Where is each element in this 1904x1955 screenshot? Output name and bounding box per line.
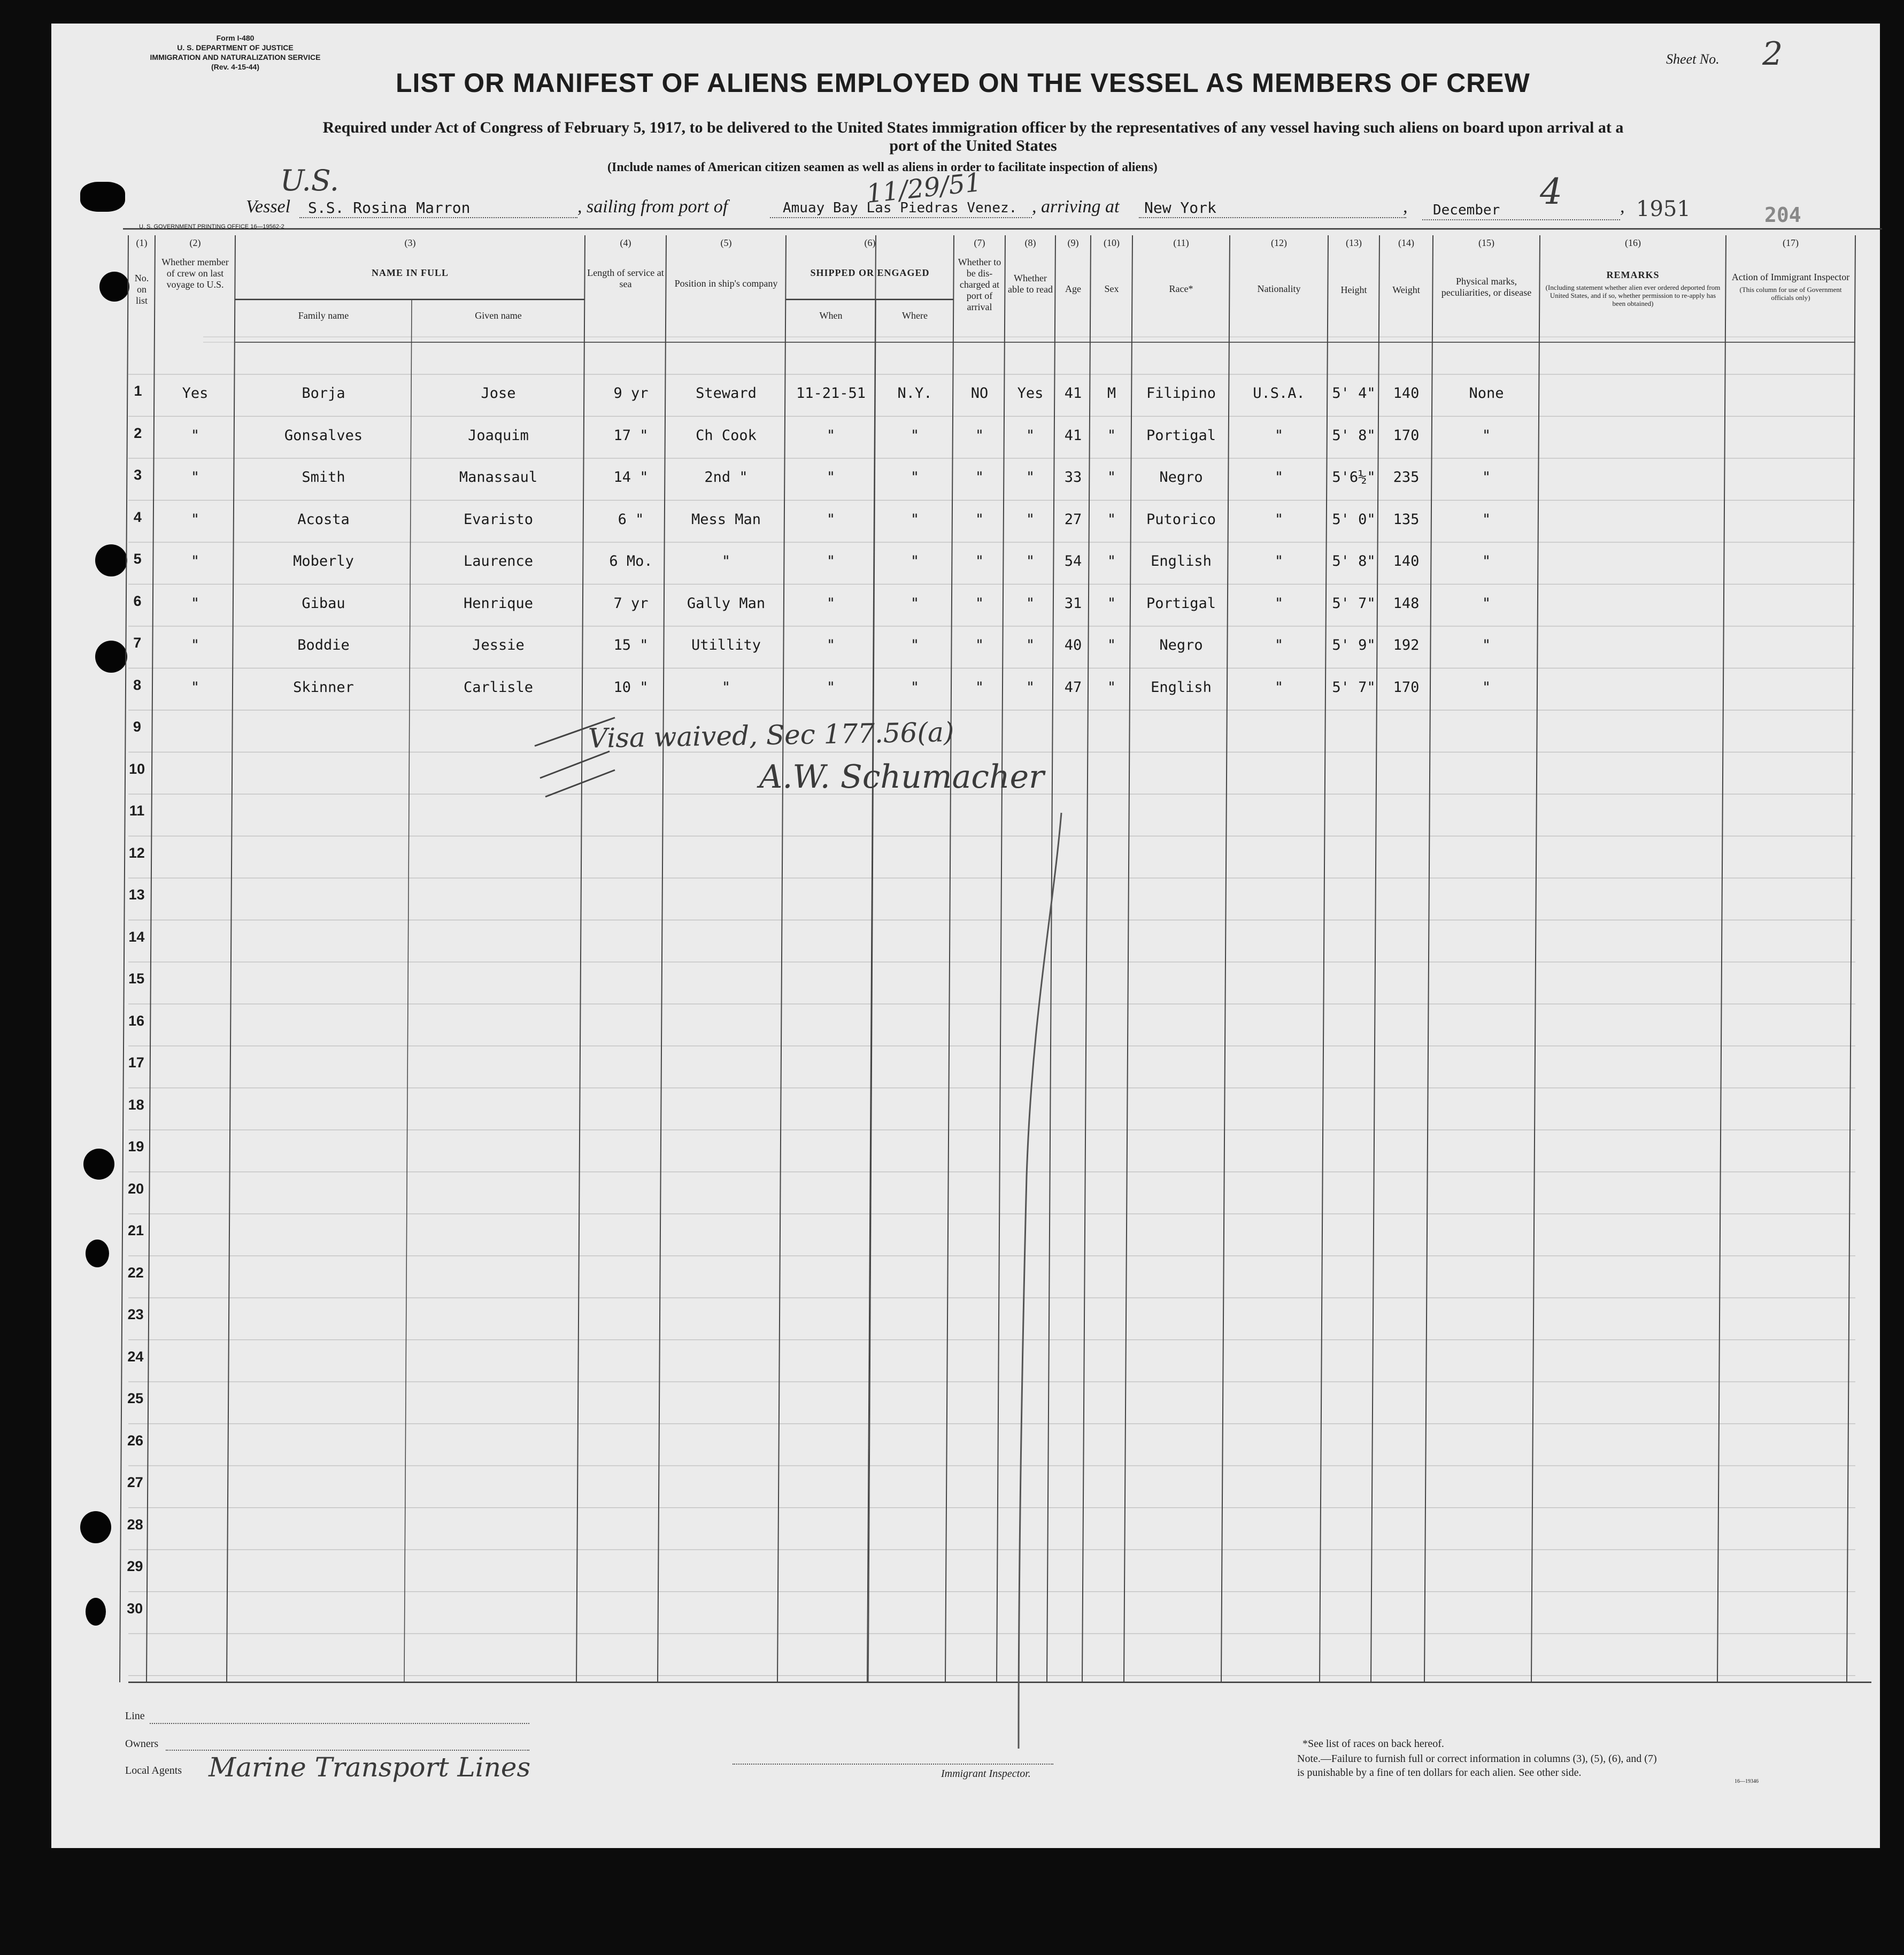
cell-service: 10 " bbox=[613, 679, 649, 696]
races-note: *See list of races on back hereof. bbox=[1302, 1738, 1444, 1750]
cell-nationality: " bbox=[1274, 595, 1284, 612]
cell-where: " bbox=[910, 511, 920, 528]
cell-marks: " bbox=[1482, 469, 1491, 486]
cell-given: Joaquim bbox=[468, 427, 529, 444]
page-title: LIST OR MANIFEST OF ALIENS EMPLOYED ON THE VESSEL AS MEMBERS OF CREW bbox=[396, 68, 1530, 98]
cell-family: Boddie bbox=[297, 637, 350, 653]
cell-marks: " bbox=[1482, 553, 1491, 569]
cell-given: Jessie bbox=[472, 637, 525, 653]
stamp-number: 204 bbox=[1764, 203, 1801, 227]
cell-nationality: " bbox=[1274, 469, 1284, 486]
cell-sex: " bbox=[1107, 427, 1116, 444]
cell-where: " bbox=[910, 553, 920, 569]
cell-when: " bbox=[826, 595, 836, 612]
sailing-port: Amuay Bay Las Piedras Venez. bbox=[783, 200, 1017, 216]
cell-marks: " bbox=[1482, 511, 1491, 528]
cell-read: " bbox=[1026, 637, 1035, 653]
owners-label: Owners bbox=[125, 1738, 159, 1750]
cell-height: 5' 4" bbox=[1332, 385, 1376, 402]
cell-discharged: " bbox=[975, 553, 984, 569]
row-number: 18 bbox=[128, 1096, 144, 1113]
column-number: (17) bbox=[1783, 237, 1799, 248]
cell-age: 41 bbox=[1064, 427, 1082, 444]
cell-last-voyage: " bbox=[190, 427, 200, 444]
cell-last-voyage: " bbox=[190, 679, 200, 696]
cell-family: Borja bbox=[302, 385, 345, 402]
requirement-line-2: port of the United States bbox=[889, 137, 1057, 155]
cell-position: Mess Man bbox=[691, 511, 761, 528]
cell-age: 33 bbox=[1064, 469, 1082, 486]
column-subheader: Where bbox=[902, 310, 928, 321]
cell-height: 5' 7" bbox=[1332, 679, 1376, 696]
cell-sex: " bbox=[1107, 553, 1116, 569]
cell-service: 17 " bbox=[613, 427, 649, 444]
cell-given: Carlisle bbox=[463, 679, 534, 696]
cell-when: " bbox=[826, 427, 836, 444]
cell-discharged: " bbox=[975, 469, 984, 486]
cell-given: Manassaul bbox=[459, 469, 538, 486]
cell-weight: 135 bbox=[1393, 511, 1420, 528]
visa-waiver-note: Visa waived, Sec 177.56(a) bbox=[588, 717, 954, 754]
cell-read: " bbox=[1026, 553, 1035, 569]
cell-marks: " bbox=[1482, 595, 1491, 612]
row-number: 24 bbox=[127, 1348, 144, 1365]
cell-nationality: " bbox=[1274, 427, 1284, 444]
penalty-note-1: Note.—Failure to furnish full or correct information in columns (3), (5), (6), and (7) bbox=[1297, 1753, 1657, 1765]
cell-family: Acosta bbox=[297, 511, 350, 528]
inspector-dots bbox=[733, 1764, 1053, 1765]
cell-nationality: " bbox=[1274, 679, 1284, 696]
row-number: 22 bbox=[127, 1264, 144, 1281]
cell-marks: " bbox=[1482, 637, 1491, 653]
cell-when: " bbox=[826, 469, 836, 486]
cell-read: " bbox=[1026, 679, 1035, 696]
column-number: (10) bbox=[1104, 237, 1120, 248]
column-header: Whether member of crew on last voyage to U.S. bbox=[161, 257, 229, 290]
row-number: 11 bbox=[129, 803, 145, 819]
cell-height: 5' 8" bbox=[1332, 553, 1376, 569]
requirement-line-1: Required under Act of Congress of February 5, 1917, to be delivered to the United States immigration officer by the representatives of any vessel having such aliens on board upon arrival at a bbox=[322, 119, 1624, 136]
cell-last-voyage: " bbox=[190, 469, 200, 486]
cell-weight: 170 bbox=[1393, 679, 1420, 696]
column-header: Race* bbox=[1169, 283, 1193, 294]
cell-last-voyage: " bbox=[190, 553, 200, 569]
cell-weight: 192 bbox=[1393, 637, 1420, 653]
column-subheader: When bbox=[819, 310, 843, 321]
column-number: (1) bbox=[136, 237, 148, 248]
column-number: (13) bbox=[1346, 237, 1362, 248]
handwritten-us: U.S. bbox=[280, 164, 339, 197]
cell-given: Laurence bbox=[463, 553, 534, 569]
cell-age: 41 bbox=[1064, 385, 1082, 402]
cell-position: " bbox=[721, 553, 731, 569]
cell-position: Gally Man bbox=[687, 595, 766, 612]
cell-weight: 140 bbox=[1393, 553, 1420, 569]
printing-office-line: U. S. GOVERNMENT PRINTING OFFICE 16—19562-2 bbox=[139, 224, 284, 230]
cell-position: Utillity bbox=[691, 637, 761, 653]
cell-sex: " bbox=[1107, 511, 1116, 528]
cell-when: " bbox=[826, 679, 836, 696]
cell-where: " bbox=[910, 679, 920, 696]
form-id: Form I-480 bbox=[216, 34, 255, 42]
column-number: (7) bbox=[974, 237, 985, 248]
row-number: 30 bbox=[127, 1600, 143, 1617]
row-number: 17 bbox=[128, 1055, 144, 1071]
cell-age: 54 bbox=[1064, 553, 1082, 569]
column-number: (11) bbox=[1173, 237, 1189, 248]
line-label: Line bbox=[125, 1710, 145, 1722]
column-number: (4) bbox=[620, 237, 631, 248]
cell-given: Henrique bbox=[463, 595, 534, 612]
column-number: (3) bbox=[404, 237, 416, 248]
row-number: 9 bbox=[133, 719, 141, 735]
cell-last-voyage: " bbox=[190, 511, 200, 528]
cell-service: 15 " bbox=[613, 637, 649, 653]
row-number: 7 bbox=[133, 635, 142, 651]
row-number: 25 bbox=[127, 1390, 144, 1406]
cell-discharged: " bbox=[975, 427, 984, 444]
form-code: 16—19346 bbox=[1735, 1779, 1759, 1784]
column-header: NAME IN FULL bbox=[371, 267, 449, 278]
cell-family: Smith bbox=[302, 469, 345, 486]
column-header: Whether to be dis-charged at port of arrival bbox=[958, 257, 1001, 312]
cell-weight: 140 bbox=[1393, 385, 1420, 402]
cell-marks: " bbox=[1482, 427, 1491, 444]
penalty-note-2: is punishable by a fine of ten dollars for each alien. See other side. bbox=[1297, 1767, 1582, 1779]
column-header: Age bbox=[1065, 283, 1081, 294]
cell-discharged: " bbox=[975, 595, 984, 612]
service-name: IMMIGRATION AND NATURALIZATION SERVICE bbox=[150, 53, 321, 61]
cell-read: Yes bbox=[1017, 385, 1044, 402]
cell-discharged: " bbox=[975, 511, 984, 528]
column-subheader: Family name bbox=[298, 310, 349, 321]
cell-age: 31 bbox=[1064, 595, 1082, 612]
column-header: Length of service at sea bbox=[587, 267, 664, 289]
cell-where: N.Y. bbox=[897, 385, 932, 402]
row-number: 29 bbox=[127, 1558, 143, 1574]
column-header: SHIPPED OR ENGAGED bbox=[810, 267, 930, 278]
column-header: No. on list bbox=[134, 273, 149, 306]
row-number: 16 bbox=[128, 1012, 145, 1029]
column-number: (16) bbox=[1625, 237, 1641, 248]
cell-service: 14 " bbox=[613, 469, 649, 486]
cell-service: 9 yr bbox=[613, 385, 649, 402]
cell-position: Ch Cook bbox=[696, 427, 757, 444]
cell-sex: M bbox=[1107, 385, 1116, 402]
local-agents-value: Marine Transport Lines bbox=[209, 1752, 531, 1783]
row-number: 20 bbox=[128, 1180, 144, 1197]
column-header: Whether able to read bbox=[1008, 273, 1053, 295]
row-number: 27 bbox=[127, 1474, 143, 1490]
cell-service: 6 " bbox=[618, 511, 644, 528]
row-number: 2 bbox=[134, 425, 142, 441]
line-dots bbox=[150, 1723, 529, 1724]
include-note: (Include names of American citizen seamen as well as aliens in order to facilitate inspection of aliens) bbox=[607, 160, 1158, 174]
sheet-label: Sheet No. bbox=[1666, 51, 1720, 67]
cell-race: Negro bbox=[1159, 637, 1203, 653]
row-number: 3 bbox=[134, 467, 142, 483]
column-subheader: Given name bbox=[475, 310, 522, 321]
column-header: Physical marks, peculiarities, or disease bbox=[1441, 276, 1532, 298]
cell-when: 11-21-51 bbox=[796, 385, 866, 402]
sheet-number: 2 bbox=[1762, 35, 1783, 73]
column-header: Weight bbox=[1392, 284, 1420, 295]
inspector-signature: A.W. Schumacher bbox=[759, 758, 1044, 796]
cell-discharged: NO bbox=[970, 385, 989, 402]
arriving-port: New York bbox=[1144, 199, 1216, 217]
cell-last-voyage: " bbox=[190, 595, 200, 612]
local-agents-label: Local Agents bbox=[125, 1765, 182, 1776]
arrival-month: December bbox=[1433, 202, 1500, 218]
vessel-name: S.S. Rosina Marron bbox=[308, 199, 471, 217]
column-header: Position in ship's company bbox=[674, 278, 778, 289]
row-number: 5 bbox=[133, 551, 142, 567]
cell-race: Putorico bbox=[1146, 511, 1216, 528]
row-number: 10 bbox=[129, 760, 145, 777]
column-header: REMARKS bbox=[1606, 270, 1660, 280]
cell-nationality: " bbox=[1274, 511, 1284, 528]
revision: (Rev. 4-15-44) bbox=[211, 63, 259, 71]
row-number: 12 bbox=[128, 844, 145, 861]
row-number: 8 bbox=[133, 676, 142, 693]
inspector-label: Immigrant Inspector. bbox=[941, 1768, 1031, 1780]
cell-race: Negro bbox=[1159, 469, 1203, 486]
cell-family: Skinner bbox=[293, 679, 354, 696]
row-number: 6 bbox=[133, 592, 142, 609]
cell-race: Filipino bbox=[1146, 385, 1216, 402]
row-number: 19 bbox=[128, 1138, 144, 1154]
cell-height: 5' 8" bbox=[1332, 427, 1376, 444]
column-subnote: (Including statement whether alien ever ordered deported from United States, and if so, whether permission to re-apply has been obtained) bbox=[1545, 283, 1721, 307]
cell-position: " bbox=[721, 679, 731, 696]
cell-position: 2nd " bbox=[704, 469, 748, 486]
cell-marks: " bbox=[1482, 679, 1491, 696]
cell-sex: " bbox=[1107, 679, 1116, 696]
row-number: 1 bbox=[134, 383, 142, 399]
row-number: 13 bbox=[128, 887, 145, 903]
cell-family: Moberly bbox=[293, 553, 354, 569]
column-number: (12) bbox=[1271, 237, 1287, 248]
row-number: 4 bbox=[133, 509, 142, 525]
comma: , bbox=[1403, 197, 1408, 217]
row-number: 23 bbox=[127, 1306, 144, 1322]
cell-height: 5' 9" bbox=[1332, 637, 1376, 653]
row-number: 28 bbox=[127, 1516, 143, 1533]
vessel-label: Vessel bbox=[246, 197, 291, 217]
cell-weight: 148 bbox=[1393, 595, 1420, 612]
cell-sex: " bbox=[1107, 469, 1116, 486]
handwritten-date: 11/29/51 bbox=[865, 167, 983, 210]
cell-family: Gibau bbox=[302, 595, 345, 612]
cell-height: 5' 0" bbox=[1332, 511, 1376, 528]
arriving-label: , arriving at bbox=[1032, 197, 1120, 217]
row-number: 26 bbox=[127, 1432, 144, 1449]
cell-where: " bbox=[910, 427, 920, 444]
row-number: 14 bbox=[128, 928, 145, 945]
cell-age: 27 bbox=[1064, 511, 1082, 528]
cell-height: 5'6½" bbox=[1332, 469, 1376, 486]
cell-weight: 235 bbox=[1393, 469, 1420, 486]
cell-service: 7 yr bbox=[613, 595, 649, 612]
column-header: Nationality bbox=[1257, 283, 1301, 294]
cell-last-voyage: Yes bbox=[182, 385, 209, 402]
cell-sex: " bbox=[1107, 637, 1116, 653]
sailing-label: , sailing from port of bbox=[577, 197, 728, 217]
cell-discharged: " bbox=[975, 679, 984, 696]
cell-when: " bbox=[826, 637, 836, 653]
arrival-year: 1951 bbox=[1636, 197, 1691, 221]
column-number: (9) bbox=[1067, 237, 1079, 248]
cell-race: English bbox=[1151, 679, 1212, 696]
column-header: Height bbox=[1340, 284, 1367, 295]
cell-read: " bbox=[1026, 511, 1035, 528]
cell-read: " bbox=[1026, 595, 1035, 612]
cell-read: " bbox=[1026, 427, 1035, 444]
row-number: 21 bbox=[127, 1222, 144, 1238]
cell-age: 40 bbox=[1064, 637, 1082, 653]
cell-given: Evaristo bbox=[463, 511, 534, 528]
cell-last-voyage: " bbox=[190, 637, 200, 653]
cell-marks: None bbox=[1469, 385, 1504, 402]
cell-service: 6 Mo. bbox=[609, 553, 653, 569]
column-header: Action of Immigrant Inspector bbox=[1731, 272, 1850, 282]
cell-nationality: " bbox=[1274, 553, 1284, 569]
cell-given: Jose bbox=[481, 385, 516, 402]
cell-race: English bbox=[1151, 553, 1212, 569]
column-number: (15) bbox=[1478, 237, 1494, 248]
cell-where: " bbox=[910, 595, 920, 612]
cell-age: 47 bbox=[1064, 679, 1082, 696]
column-number: (8) bbox=[1024, 237, 1036, 248]
cell-race: Portigal bbox=[1146, 427, 1216, 444]
owners-dots bbox=[166, 1750, 529, 1751]
cell-when: " bbox=[826, 511, 836, 528]
column-number: (2) bbox=[189, 237, 201, 248]
column-subnote: (This column for use of Government officials only) bbox=[1739, 286, 1842, 302]
column-number: (5) bbox=[720, 237, 732, 248]
column-number: (6) bbox=[864, 237, 876, 248]
cell-nationality: U.S.A. bbox=[1253, 385, 1305, 402]
cell-discharged: " bbox=[975, 637, 984, 653]
cell-nationality: " bbox=[1274, 637, 1284, 653]
comma: , bbox=[1620, 197, 1625, 217]
column-number: (14) bbox=[1398, 237, 1414, 248]
cell-weight: 170 bbox=[1393, 427, 1420, 444]
department: U. S. DEPARTMENT OF JUSTICE bbox=[177, 43, 294, 52]
cell-height: 5' 7" bbox=[1332, 595, 1376, 612]
row-number: 15 bbox=[128, 971, 145, 987]
cell-position: Steward bbox=[696, 385, 757, 402]
cell-race: Portigal bbox=[1146, 595, 1216, 612]
cell-sex: " bbox=[1107, 595, 1116, 612]
cell-where: " bbox=[910, 637, 920, 653]
column-header: Sex bbox=[1104, 283, 1119, 294]
cell-read: " bbox=[1026, 469, 1035, 486]
cell-when: " bbox=[826, 553, 836, 569]
cell-family: Gonsalves bbox=[284, 427, 363, 444]
cell-where: " bbox=[910, 469, 920, 486]
arrival-day: 4 bbox=[1540, 171, 1562, 212]
